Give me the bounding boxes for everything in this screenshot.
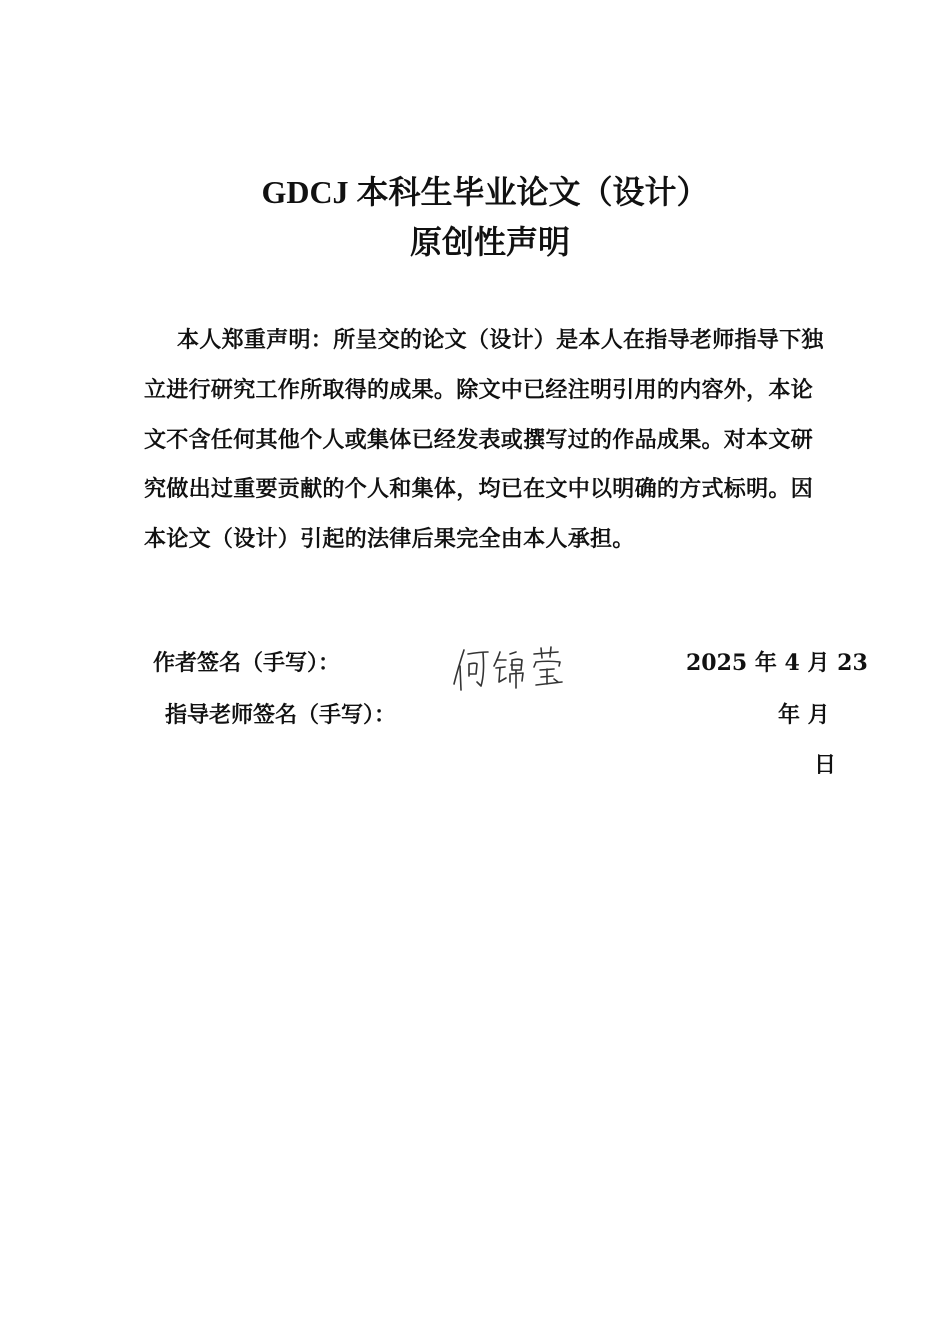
declaration-statement: 本人郑重声明：所呈交的论文（设计）是本人在指导老师指导下独立进行研究工作所取得的成果。除文中已经注明引用的内容外，本论文不含任何其他个人或集体已经发表或撰写过的作品成果。对本文研究做出过重要贡献的个人和集体，均已在文中以明确的方式标明。因本论文（设计）引起的法律后果完全由本人承担。 [144, 327, 824, 553]
document-title: GDCJ 本科生毕业论文（设计） [261, 174, 709, 210]
author-signature-label: 作者签名（手写）： [153, 650, 341, 676]
advisor-date-day: 日 [814, 752, 837, 778]
document-subtitle: 原创性声明 [409, 223, 570, 261]
advisor-signature-label: 指导老师签名（手写）： [165, 702, 397, 728]
advisor-date-year-month: 年 月 [778, 702, 830, 728]
author-handwritten-signature [450, 640, 580, 700]
author-signature-date: 2025 年 4 月 23 [686, 650, 868, 676]
